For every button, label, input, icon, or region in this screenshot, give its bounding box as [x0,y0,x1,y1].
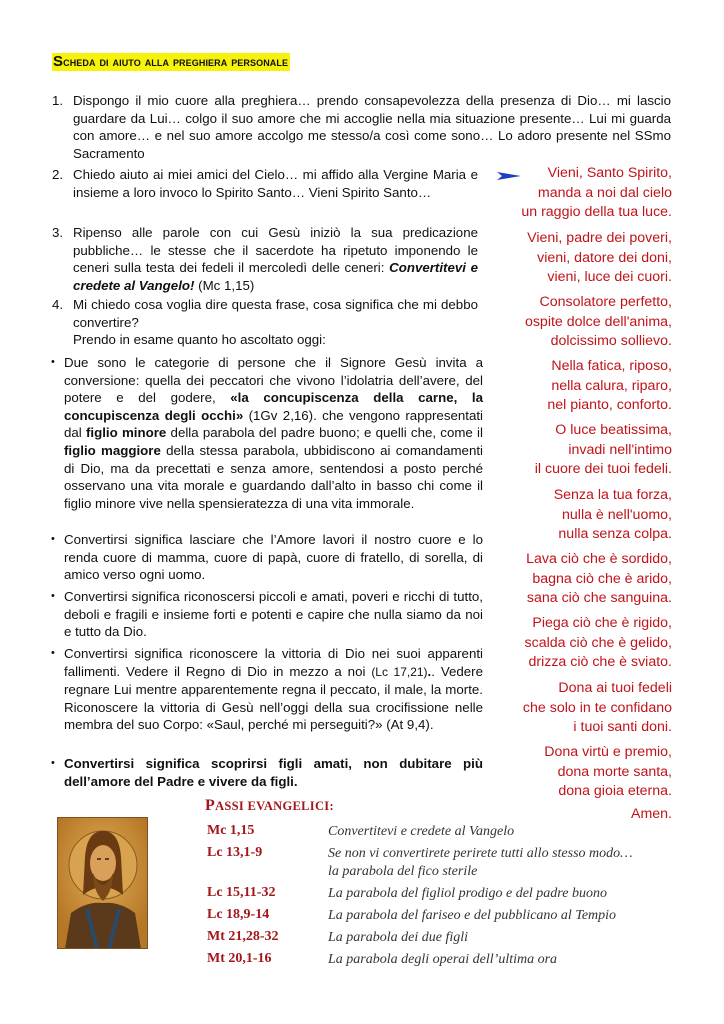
passi-title: PASSI EVANGELICI: [205,797,334,814]
poem-stanza-4: Nella fatica, riposo, nella calura, riparo, nel pianto, conforto. [547,358,672,414]
list-item-4: 4. Mi chiedo cosa voglia dire questa frase, cosa significa che mi debbo convertire? Prendo in esame quanto ho ascoltato oggi: [52,297,478,348]
poem-stanza-2: Vieni, padre dei poveri, vieni, datore dei doni, vieni, luce dei cuori. [527,230,672,286]
bullet-1: • Due sono le categorie di persone che il Signore Gesù invita a conversione: quella dei peccatori che vivono l’idolatria dell’avere, del potere e del godere, «la concupiscenza della carne, la concupiscenza degli occhi» (1Gv 2,16). che vengono rappresentati dal figlio minore della parabola del padre buono; e quelli che, come il figlio maggiore della stessa parabola, ubbidiscono ai comandamenti di Dio, ma da precettati e senza amore, sentendosi a posto perché osservano una vita morale e guardando dall’alto in basso chi come il figlio minore vive nella spensieratezza di una vita immorale. [51,355,483,511]
poem-stanza-7: Lava ciò che è sordido, bagna ciò che è arido, sana ciò che sanguina. [526,551,672,607]
poem-stanza-5: O luce beatissima, invadi nell'intimo il cuore dei tuoi fedeli. [534,422,672,478]
poem-stanza-3: Consolatore perfetto, ospite dolce dell'anima, dolcissimo sollievo. [524,294,672,350]
poem-stanza-8: Piega ciò che è rigido, scalda ciò che è gelido, drizza ciò che è sviato. [524,615,672,671]
poem-amen: Amen. [630,806,672,822]
christ-icon-image [57,817,148,949]
bullet-5: • Convertirsi significa scoprirsi figli amati, non dubitare più dell’amore del Padre e vivere da figli. [51,756,483,789]
quote: Convertitevi e credete al Vangelo! [73,260,478,293]
list-item-1: 1. Dispongo il mio cuore alla preghiera… prendo consapevolezza della presenza di Dio… mi lascio guardare da Lui… colgo il suo amore che mi accoglie nella mia situazione presente… Lui mi guarda con amore… e nel suo amore accolgo me stesso/a così come sono… Lo adoro presente nel SSmo Sacramento [52,93,671,161]
poem-stanza-9: Dona ai tuoi fedeli che solo in te confidano i tuoi santi doni. [522,680,672,736]
list-item-3: 3. Ripenso alle parole con cui Gesù iniziò la sua predicazione pubbliche… le stesse che il sacerdote ha ripetuto imponendo le ceneri sulla testa dei fedeli il mercoledì delle ceneri: Convertitevi e credete al Vangelo! (Mc 1,15) [52,225,478,293]
list-item-2: 2. Chiedo aiuto ai miei amici del Cielo… mi affido alla Vergine Maria e insieme a loro invoco lo Spirito Santo… Vieni Spirito Santo… [52,167,478,200]
poem-stanza-10: Dona virtù e premio, dona morte santa, dona gioia eterna. [544,744,672,800]
page-title: Scheda di aiuto alla preghiera personale [53,53,289,70]
bullet-3: • Convertirsi significa riconoscersi piccoli e amati, poveri e ricchi di tutto, deboli e fragili e insieme forti e potenti e capire che nulla siamo da noi e tutto da Dio. [51,589,483,640]
poem-stanza-1: Vieni, Santo Spirito, manda a noi dal cielo un raggio della tua luce. [521,165,672,221]
poem-stanza-6: Senza la tua forza, nulla è nell'uomo, nulla senza colpa. [553,487,672,543]
bullet-4: • Convertirsi significa riconoscere la vittoria di Dio nei suoi apparenti fallimenti. Vedere il Regno di Dio in mezzo a noi (Lc 17,21).. Vedere regnare Lui mentre apparentemente regna il peccato, il male, la morte. Riconoscere la vittoria di Gesù nell’oggi della sua crocifissione nelle membra del suo Corpo: «Saul, perché mi perseguiti?» (At 9,4). [51,646,483,733]
bullet-2: • Convertirsi significa lasciare che l’Amore lavori il nostro cuore e lo renda cuore di mamma, cuore di papà, cuore di fratello, di sorella, di amico verso ogni uomo. [51,532,483,583]
